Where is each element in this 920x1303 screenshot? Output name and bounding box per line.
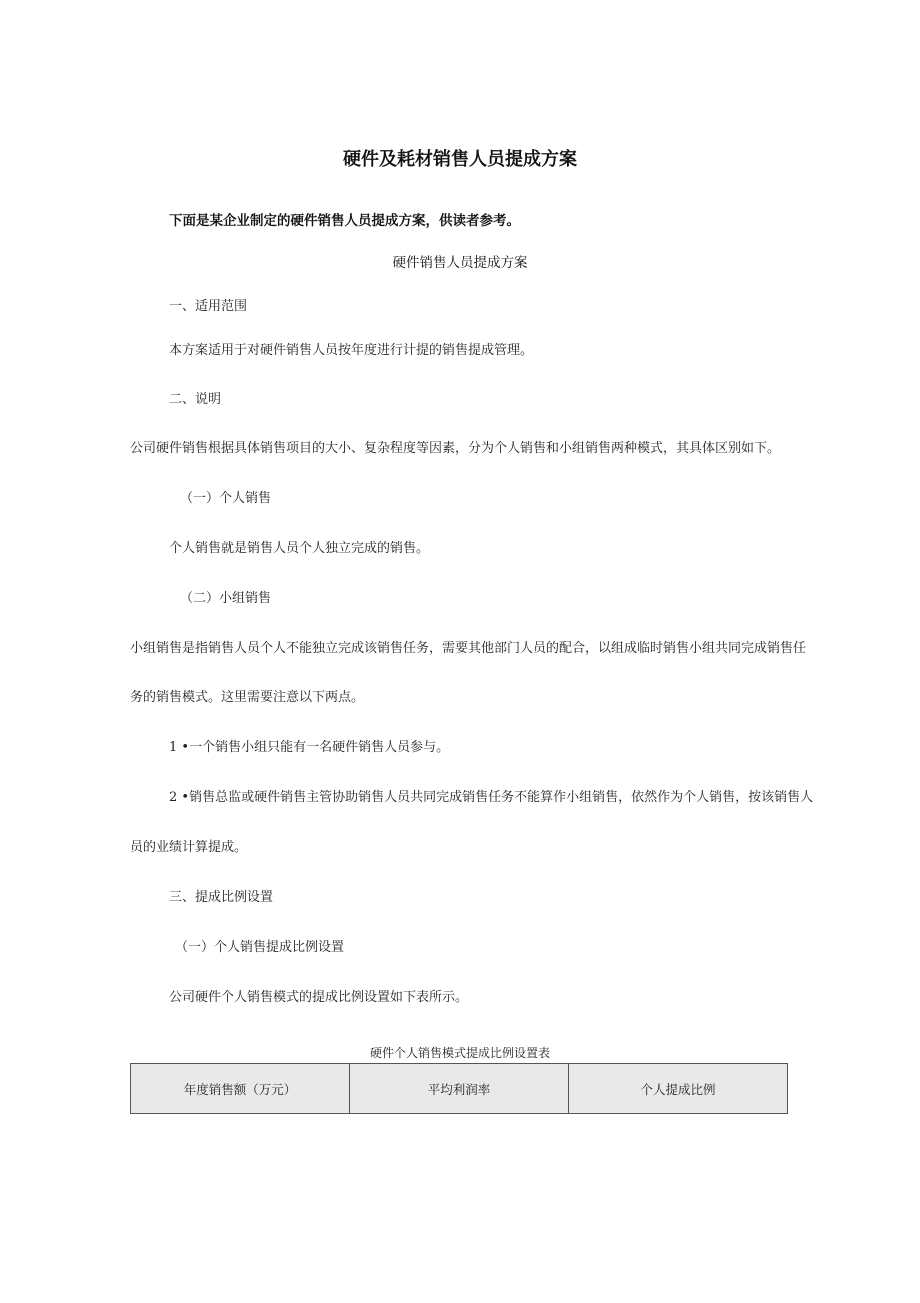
section-1-body: 本方案适用于对硬件销售人员按年度进行计提的销售提成管理。 [169,343,534,358]
header-average-profit-margin: 平均利润率 [350,1064,569,1114]
section-1-heading: 一、适用范围 [169,299,248,314]
section-2-body: 公司硬件销售根据具体销售项目的大小、复杂程度等因素，分为个人销售和小组销售两种模式，其具体区别如下。 [130,441,781,456]
header-annual-sales: 年度销售额（万元） [131,1064,350,1114]
section-3-heading: 三、提成比例设置 [169,890,274,905]
subsection-individual-heading: （一）个人销售 [180,491,272,506]
subsection-rate-heading: （一）个人销售提成比例设置 [175,940,345,955]
section-2-heading: 二、说明 [169,392,222,407]
intro-text: 下面是某企业制定的硬件销售人员提成方案，供读者参考。 [169,213,520,229]
commission-rate-table [130,1063,788,1114]
table-caption: 硬件个人销售模式提成比例设置表 [369,1046,550,1060]
subsection-team-heading: （二）小组销售 [180,591,272,606]
subsection-team-body-line-2: 务的销售模式。这里需要注意以下两点。 [130,690,365,705]
header-individual-commission-rate: 个人提成比例 [569,1064,788,1114]
table-header-row [131,1064,788,1114]
subsection-individual-body: 个人销售就是销售人员个人独立完成的销售。 [169,541,430,556]
subsection-rate-body: 公司硬件个人销售模式的提成比例设置如下表所示。 [169,990,469,1005]
subsection-team-body-line-1: 小组销售是指销售人员个人不能独立完成该销售任务，需要其他部门人员的配合，以组成临时销售小组共同完成销售任 [130,641,807,656]
note-1: 1 •一个销售小组只能有一名硬件销售人员参与。 [169,740,450,755]
note-2-line-1: 2 •销售总监或硬件销售主管协助销售人员共同完成销售任务不能算作小组销售，依然作为个人销售，按该销售人 [169,790,814,805]
plan-subtitle: 硬件销售人员提成方案 [392,255,528,271]
document-title: 硬件及耗材销售人员提成方案 [343,149,577,170]
note-2-line-2: 员的业绩计算提成。 [130,840,248,855]
